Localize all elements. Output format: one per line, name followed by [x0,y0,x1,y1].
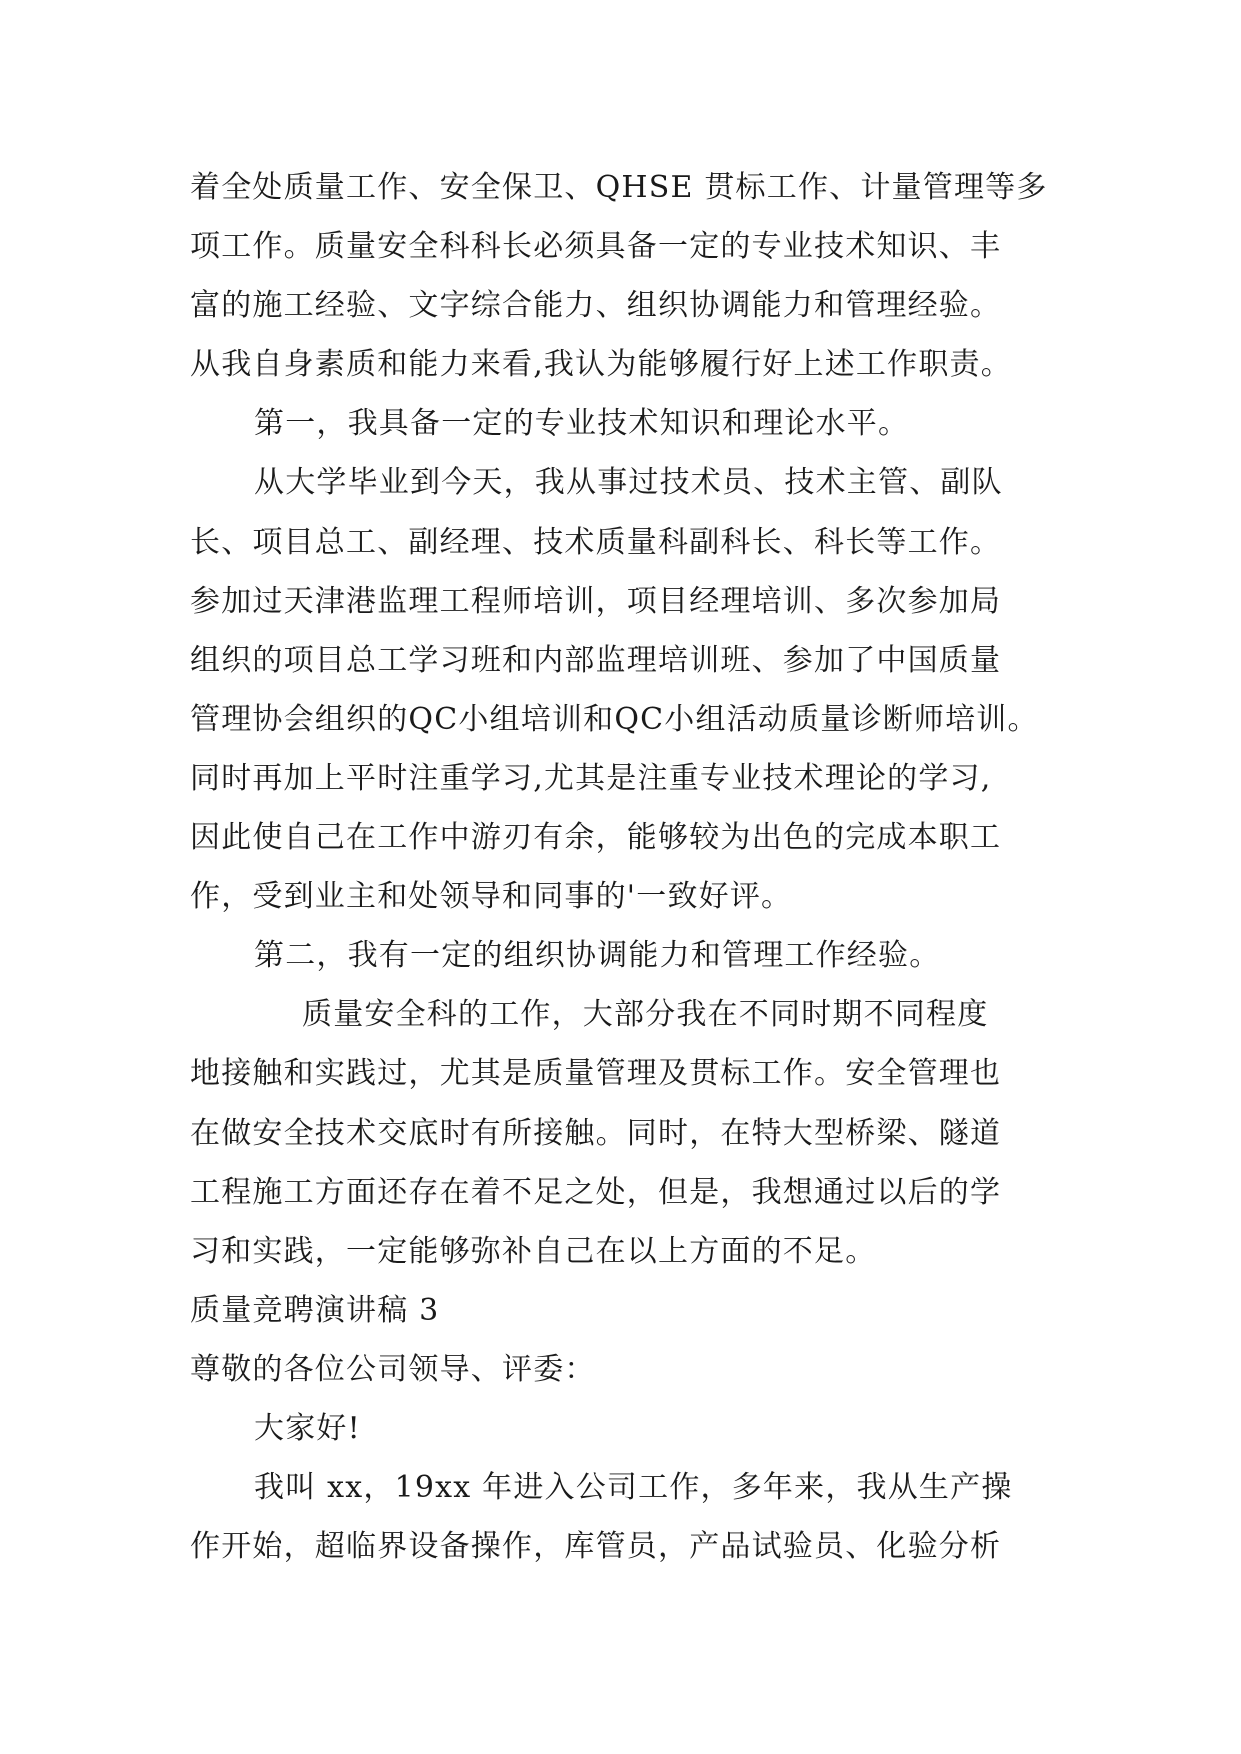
text-line: 工程施工方面还存在着不足之处，但是，我想通过以后的学 [190,1174,1002,1210]
text-line: 我叫 xx，19xx 年进入公司工作，多年来，我从生产操 [254,1470,1013,1506]
text-line: 着全处质量工作、安全保卫、QHSE 贯标工作、计量管理等多 [190,170,1048,205]
document-body [190,158,1070,1576]
text-line: 管理协会组织的QC小组培训和QC小组活动质量诊断师培训。 [190,701,1039,737]
text-line: 从我自身素质和能力来看,我认为能够履行好上述工作职责。 [190,347,1012,383]
text-line: 组织的项目总工学习班和内部监理培训班、参加了中国质量 [190,642,1002,678]
text-line: 项工作。质量安全科科长必须具备一定的专业技术知识、丰 [190,229,1002,265]
text-line: 大家好! [254,1410,361,1446]
text-line: 从大学毕业到今天，我从事过技术员、技术主管、副队 [254,465,1003,501]
text-line: 尊敬的各位公司领导、评委： [190,1351,596,1387]
text-line: 作开始，超临界设备操作，库管员，产品试验员、化验分析 [190,1529,1002,1565]
text-line: 作，受到业主和处领导和同事的'一致好评。 [190,879,793,915]
text-line: 同时再加上平时注重学习,尤其是注重专业技术理论的学习, [190,760,992,796]
text-line: 质量安全科的工作，大部分我在不同时期不同程度 [302,997,989,1033]
text-line: 长、项目总工、副经理、技术质量科副科长、科长等工作。 [190,524,1002,560]
text-line: 在做安全技术交底时有所接触。同时，在特大型桥梁、隧道 [190,1115,1002,1151]
text-line: 质量竞聘演讲稿 3 [190,1292,440,1328]
text-line: 地接触和实践过，尤其是质量管理及贯标工作。安全管理也 [190,1056,1002,1092]
text-line: 第一，我具备一定的专业技术知识和理论水平。 [254,406,910,442]
text-line: 富的施工经验、文字综合能力、组织协调能力和管理经验。 [190,288,1002,324]
text-line: 习和实践，一定能够弥补自己在以上方面的不足。 [190,1233,877,1269]
text-line: 第二，我有一定的组织协调能力和管理工作经验。 [254,938,941,974]
text-line: 参加过天津港监理工程师培训，项目经理培训、多次参加局 [190,583,1002,619]
text-line: 因此使自己在工作中游刃有余，能够较为出色的完成本职工 [190,820,1002,856]
